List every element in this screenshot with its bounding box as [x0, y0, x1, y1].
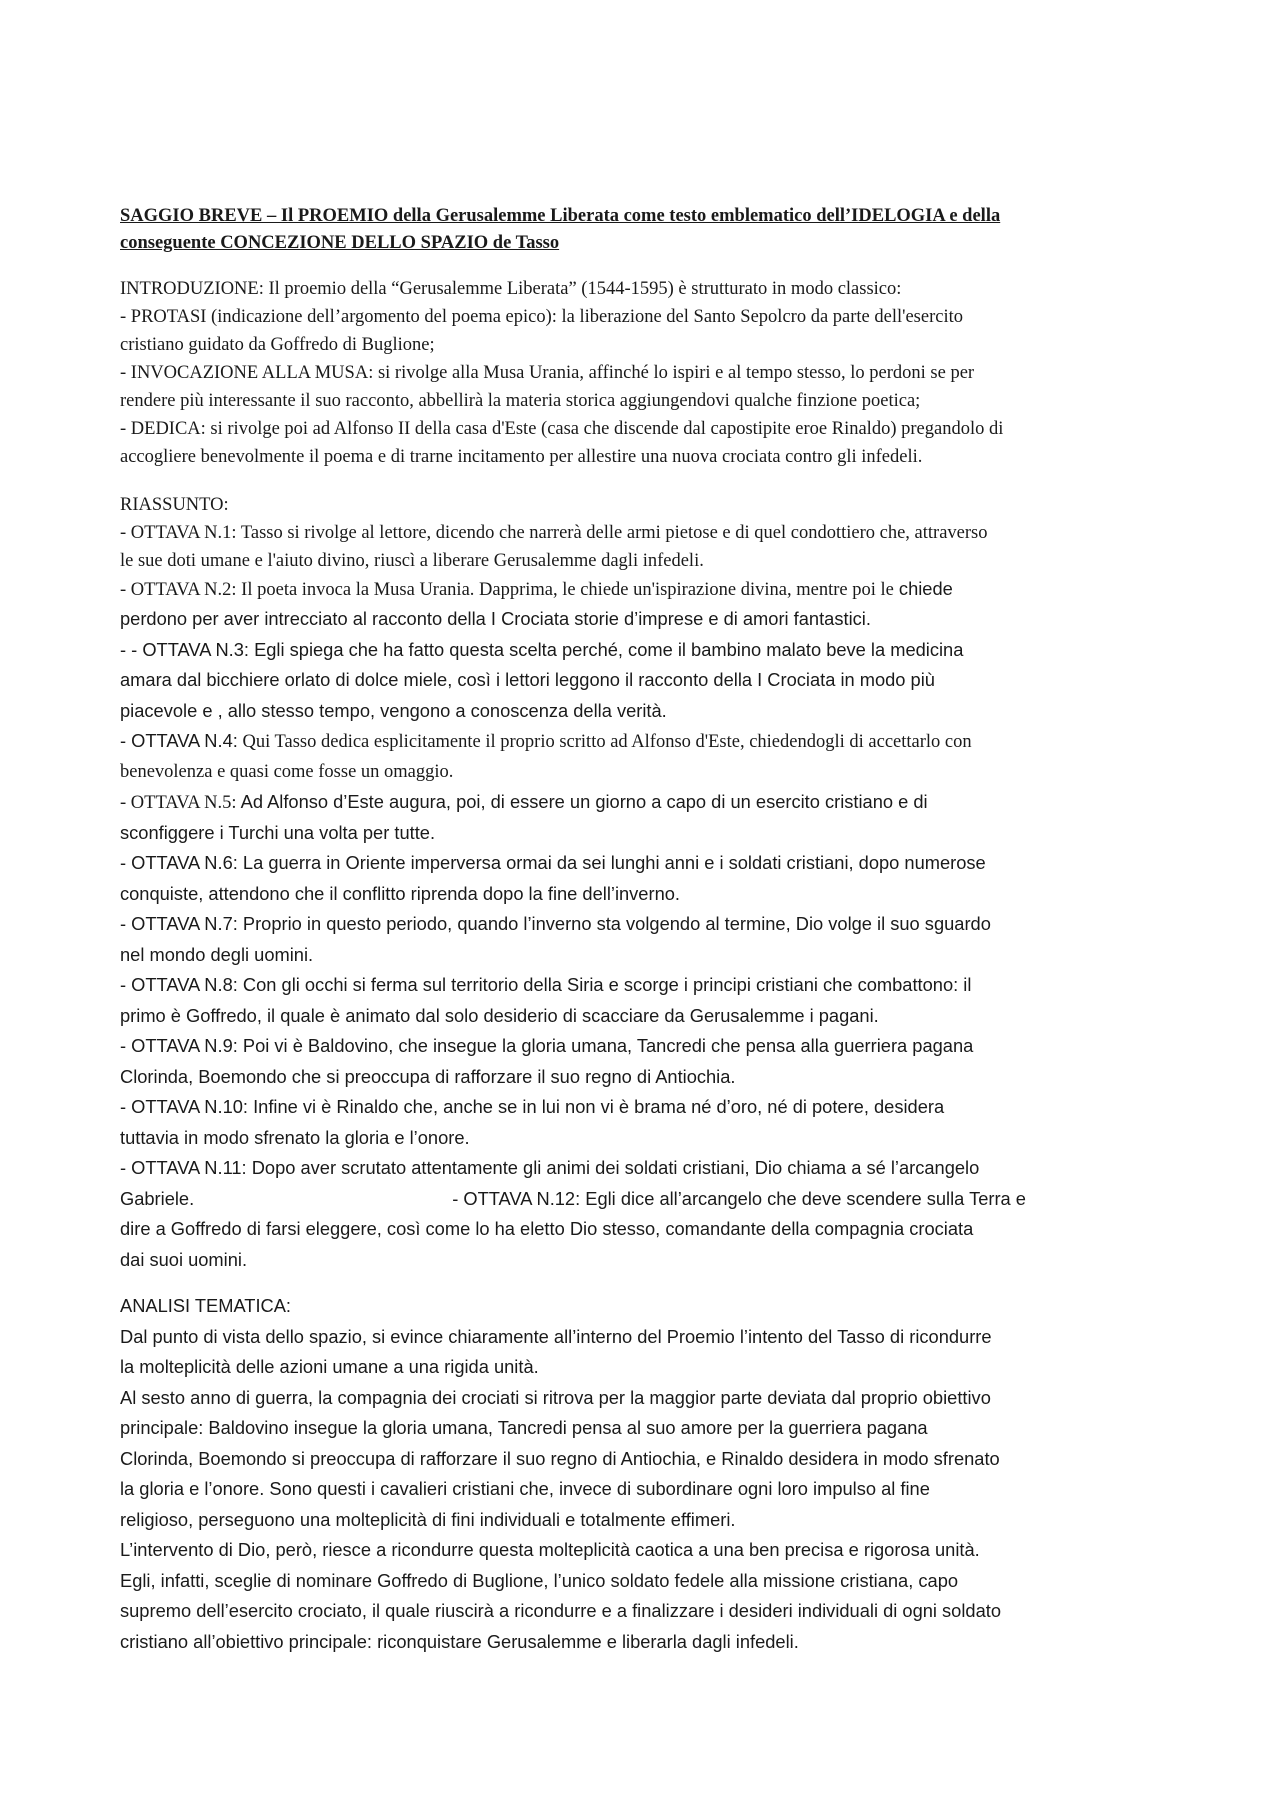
- ottava-12-line: dai suoi uomini.: [120, 1248, 248, 1270]
- ottava-4-text: Qui Tasso dedica esplicitamente il proprio scritto ad Alfonso d'Este, chiedendogli di accettarlo con: [237, 732, 972, 752]
- ottava-7-line: - OTTAVA N.7: Proprio in questo periodo, quando l’inverno sta volgendo al termine, Dio volge il suo sguardo: [120, 913, 991, 934]
- title-line-2: conseguente CONCEZIONE DELLO SPAZIO de Tasso: [120, 233, 560, 253]
- document-title: [120, 203, 1170, 257]
- ottava-11-line: - OTTAVA N.11: Dopo aver scrutato attentamente gli animi dei soldati cristiani, Dio chiama a sé l’arcangelo: [120, 1157, 980, 1178]
- title-line-1: SAGGIO BREVE – Il PROEMIO della Gerusalemme Liberata come testo emblematico dell’IDELOGIA e della: [120, 206, 1001, 226]
- analisi-line: Al sesto anno di guerra, la compagnia dei crociati si ritrova per la maggior parte deviata dal proprio obiettivo: [120, 1386, 991, 1408]
- ottava-11-12-line: [120, 1184, 1170, 1215]
- ottava-2-text-sans: chiede: [893, 578, 953, 599]
- spacer: [120, 1275, 1170, 1291]
- ottava-5-line: sconfiggere i Turchi una volta per tutte.: [120, 821, 436, 843]
- ottava-7-line: nel mondo degli uomini.: [120, 943, 314, 965]
- intro-line: accogliere benevolmente il poema e di trarne incitamento per allestire una nuova crociata contro gli infedeli.: [120, 447, 923, 467]
- analisi-line: Egli, infatti, sceglie di nominare Goffredo di Buglione, l’unico soldato fedele alla missione cristiana, capo: [120, 1569, 959, 1591]
- analisi-line: cristiano all’obiettivo principale: riconquistare Gerusalemme e liberarla dagli infedeli.: [120, 1630, 799, 1652]
- ottava-10-line: - OTTAVA N.10: Infine vi è Rinaldo che, anche se in lui non vi è brama né d’oro, né di potere, desidera: [120, 1096, 945, 1117]
- ottava-5-text: Ad Alfonso d’Este augura, poi, di essere un giorno a capo di un esercito cristiano e di: [236, 791, 928, 812]
- ottava-3-line: piacevole e , allo stesso tempo, vengono a conoscenza della verità.: [120, 699, 667, 721]
- analisi-line: L’intervento di Dio, però, riesce a ricondurre questa molteplicità caotica a una ben precisa e rigorosa unità.: [120, 1539, 980, 1560]
- intro-line: - PROTASI (indicazione dell’argomento del poema epico): la liberazione del Santo Sepolcro da parte dell'esercito: [120, 307, 963, 327]
- ottava-8-line: - OTTAVA N.8: Con gli occhi si ferma sul territorio della Siria e scorge i principi cristiani che combattono: il: [120, 974, 972, 995]
- intro-line: - INVOCAZIONE ALLA MUSA: si rivolge alla Musa Urania, affinché lo ispiri e al tempo stesso, lo perdoni se per: [120, 363, 975, 383]
- analisi-line: la molteplicità delle azioni umane a una rigida unità.: [120, 1356, 539, 1377]
- analisi-line: Clorinda, Boemondo si preoccupa di rafforzare il suo regno di Antiochia, e Rinaldo desidera in modo sfrenato: [120, 1447, 1000, 1469]
- analisi-section: [120, 1291, 1170, 1657]
- ottava-3-line: - - OTTAVA N.3: Egli spiega che ha fatto questa scelta perché, come il bambino malato beve la medicina: [120, 638, 964, 660]
- ottava-4-line: [120, 726, 1170, 757]
- spacer: [120, 471, 1170, 491]
- analisi-line: Dal punto di vista dello spazio, si evince chiaramente all’interno del Proemio l’intento del Tasso di ricondurre: [120, 1325, 992, 1347]
- ottava-1-line: le sue doti umane e l'aiuto divino, riuscì a liberare Gerusalemme dagli infedeli.: [120, 551, 704, 571]
- analisi-line: supremo dell’esercito crociato, il quale riuscirà a ricondurre e a finalizzare i desideri individuali di ogni soldato: [120, 1600, 1001, 1621]
- ottava-6-line: conquiste, attendono che il conflitto riprenda dopo la fine dell’inverno.: [120, 882, 680, 904]
- ottava-6-line: - OTTAVA N.6: La guerra in Oriente imperversa ormai da sei lunghi anni e i soldati cristiani, dopo numerose: [120, 852, 986, 873]
- ottava-9-line: Clorinda, Boemondo che si preoccupa di rafforzare il suo regno di Antiochia.: [120, 1065, 736, 1087]
- ottava-5-label: - OTTAVA N.5:: [120, 793, 237, 813]
- introduzione-section: [120, 275, 1170, 471]
- ottava-4-label: - OTTAVA N.4:: [120, 730, 238, 751]
- riassunto-section: [120, 491, 1170, 1275]
- ottava-3-line: amara dal bicchiere orlato di dolce miele, così i lettori leggono il racconto della I Crociata in modo più: [120, 669, 935, 690]
- intro-line: INTRODUZIONE: Il proemio della “Gerusalemme Liberata” (1544-1595) è strutturato in modo classico:: [120, 279, 902, 299]
- ottava-2-line: perdono per aver intrecciato al racconto della I Crociata storie d’imprese e di amori fantastici.: [120, 608, 871, 629]
- intro-line: rendere più interessante il suo racconto, abbellirà la materia storica aggiungendovi qualche finzione poetica;: [120, 391, 921, 411]
- ottava-4-line: benevolenza e quasi come fosse un omaggio.: [120, 761, 454, 782]
- ottava-8-line: primo è Goffredo, il quale è animato dal solo desiderio di scacciare da Gerusalemme i pagani.: [120, 1004, 879, 1026]
- ottava-9-line: - OTTAVA N.9: Poi vi è Baldovino, che insegue la gloria umana, Tancredi che pensa alla guerriera pagana: [120, 1035, 974, 1056]
- ottava-10-line: tuttavia in modo sfrenato la gloria e l’onore.: [120, 1126, 470, 1148]
- ottava-12-text: - OTTAVA N.12: Egli dice all’arcangelo che deve scendere sulla Terra e: [452, 1187, 1026, 1209]
- ottava-2-line: [120, 575, 1170, 604]
- ottava-11-text: Gabriele.: [120, 1187, 195, 1209]
- document-page: [120, 203, 1170, 1657]
- ottava-12-line: dire a Goffredo di farsi eleggere, così come lo ha eletto Dio stesso, comandante della compagnia crociata: [120, 1218, 974, 1239]
- analisi-line: religioso, perseguono una molteplicità di fini individuali e totalmente effimeri.: [120, 1508, 736, 1530]
- intro-line: cristiano guidato da Goffredo di Buglione;: [120, 335, 435, 355]
- analisi-heading: ANALISI TEMATICA:: [120, 1295, 292, 1316]
- analisi-line: la gloria e l’onore. Sono questi i cavalieri cristiani che, invece di subordinare ogni loro impulso al fine: [120, 1478, 930, 1499]
- ottava-2-text: - OTTAVA N.2: Il poeta invoca la Musa Urania. Dapprima, le chiede un'ispirazione divina, mentre poi le: [120, 580, 894, 600]
- ottava-5-line: [120, 787, 1170, 818]
- riassunto-heading: RIASSUNTO:: [120, 495, 229, 515]
- ottava-1-line: - OTTAVA N.1: Tasso si rivolge al lettore, dicendo che narrerà delle armi pietose e di quel condottiero che, attraverso: [120, 523, 988, 543]
- intro-line: - DEDICA: si rivolge poi ad Alfonso II della casa d'Este (casa che discende dal capostipite eroe Rinaldo) pregandolo di: [120, 419, 1004, 439]
- analisi-line: principale: Baldovino insegue la gloria umana, Tancredi pensa al suo amore per la guerriera pagana: [120, 1417, 928, 1438]
